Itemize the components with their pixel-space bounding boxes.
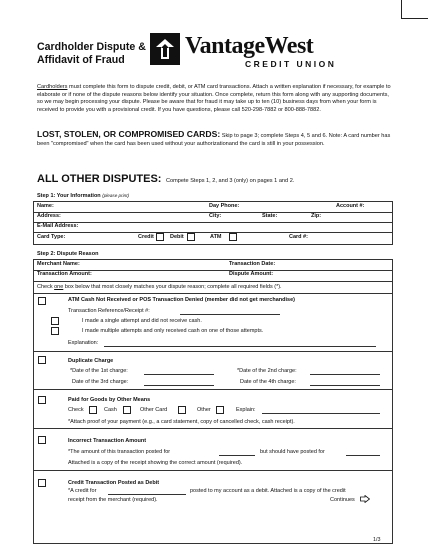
- step1-label: [37, 193, 129, 199]
- zip-label: Zip:: [311, 213, 322, 219]
- card-type-label: Card Type:: [37, 234, 66, 240]
- step2-label: Step 2: Dispute Reason: [37, 251, 99, 257]
- intro-text: must complete this form to dispute credit, debit, or ATM card transactions. Attach a written explanation if necessary, for example to elaborate or if none of the dispute reasons below identify your situation. Once complete, return this form along with any supporting documents, so we may begin processing your dispute. Please be aware that for fraud it may take up to ten (10) business days from when your form is received to provide you with a provisional credit. If you have questions, please call 520-298-7882 or 800-888-7882.: [37, 84, 391, 114]
- third-charge-label: Date of the 3rd charge:: [72, 379, 129, 385]
- other-card-label: Other Card: [140, 407, 168, 413]
- logo-name: VantageWest: [185, 33, 314, 59]
- credit-checkbox[interactable]: [156, 233, 164, 241]
- instructions: [37, 284, 282, 290]
- credit-amount-field[interactable]: [108, 494, 186, 495]
- duplicate-charge-checkbox[interactable]: [38, 356, 46, 364]
- explanation-field[interactable]: [104, 346, 376, 347]
- atm-label: ATM: [210, 234, 222, 240]
- lost-text: Skip to page 3; complete Steps 4, 5 and 6. Note: A card number has been "compromised" when the card has been used without your authorizationand the card is still in your possession.: [37, 133, 391, 147]
- receipt-field[interactable]: [180, 314, 280, 315]
- multiple-attempts-checkbox[interactable]: [51, 327, 59, 335]
- card-number-label: Card #:: [289, 234, 308, 240]
- paid-other-means-checkbox[interactable]: [38, 396, 46, 404]
- fourth-charge-field[interactable]: [310, 385, 380, 386]
- first-charge-label: *Date of the 1st charge:: [70, 368, 128, 374]
- multiple-attempts-label: I made multiple attempts and only received cash on one of those attempts.: [82, 328, 264, 334]
- transaction-date-label: Transaction Date:: [229, 261, 276, 267]
- correct-amount-field[interactable]: [346, 455, 380, 456]
- attach-receipt-text: Attached is a copy of the receipt showing the correct amount (required).: [68, 460, 243, 466]
- fourth-charge-label: Date of the 4th charge:: [240, 379, 296, 385]
- city-label: City:: [209, 213, 222, 219]
- name-label: Name:: [37, 203, 54, 209]
- atm-cash-title: ATM Cash Not Received or POS Transaction Denied (member did not get merchandise): [68, 297, 295, 303]
- explain-field[interactable]: [262, 413, 380, 414]
- paid-other-means-title: Paid for Goods by Other Means: [68, 397, 151, 403]
- atm-checkbox[interactable]: [229, 233, 237, 241]
- receipt-required-text: receipt from the merchant (required).: [68, 497, 158, 503]
- posted-for-label: *The amount of this transaction posted for: [68, 449, 171, 455]
- incorrect-amount-checkbox[interactable]: [38, 436, 46, 444]
- check-checkbox[interactable]: [89, 406, 97, 414]
- explain-label: Explain:: [236, 407, 256, 413]
- step1-hint: (please print): [102, 193, 130, 198]
- logo-arrow-icon: [155, 38, 175, 60]
- transaction-amount-label: Transaction Amount:: [37, 271, 92, 277]
- other-card-checkbox[interactable]: [178, 406, 186, 414]
- debit-checkbox[interactable]: [187, 233, 195, 241]
- day-phone-label: Day Phone:: [209, 203, 240, 209]
- credit-label: Credit: [138, 234, 154, 240]
- lost-paragraph: [37, 131, 393, 148]
- arrow-right-icon: [360, 495, 370, 503]
- all-heading: ALL OTHER DISPUTES:: [37, 173, 162, 185]
- check-label: Check: [68, 407, 84, 413]
- should-have-posted-label: but should have posted for: [260, 449, 325, 455]
- credit-as-debit-title: Credit Transaction Posted as Debit: [68, 480, 160, 486]
- second-charge-field[interactable]: [310, 374, 380, 375]
- credit-for-label: *A credit for: [68, 488, 97, 494]
- third-charge-field[interactable]: [144, 385, 214, 386]
- step1-title: Step 1: Your Information: [37, 193, 101, 199]
- intro-paragraph: [37, 84, 393, 115]
- cash-checkbox[interactable]: [123, 406, 131, 414]
- title-line-2: Affidavit of Fraud: [37, 54, 125, 66]
- instructions-one: one: [54, 284, 64, 290]
- all-disputes-line: [37, 169, 294, 187]
- posted-amount-field[interactable]: [219, 455, 255, 456]
- single-attempt-label: I made a single attempt and did not receive cash.: [82, 318, 202, 324]
- dispute-reasons-box: [33, 281, 393, 544]
- debit-label: Debit: [170, 234, 184, 240]
- instructions-a: Check: [37, 284, 55, 290]
- explanation-label: Explanation:: [68, 340, 99, 346]
- incorrect-amount-title: Incorrect Transaction Amount: [68, 438, 147, 444]
- account-label: Account #:: [336, 203, 365, 209]
- page-number: 1/3: [373, 537, 381, 543]
- step2-table: [33, 259, 393, 282]
- duplicate-charge-title: Duplicate Charge: [68, 358, 114, 364]
- corner-box: [401, 0, 428, 19]
- other-checkbox[interactable]: [216, 406, 224, 414]
- address-label: Address:: [37, 213, 61, 219]
- instructions-b: box below that most closely matches your dispute reason; complete all required fields (*).: [63, 284, 282, 290]
- title-line-1: Cardholder Dispute &: [37, 41, 146, 53]
- second-charge-label: *Date of the 2nd charge:: [237, 368, 297, 374]
- email-label: E-Mail Address:: [37, 223, 79, 229]
- credit-as-debit-checkbox[interactable]: [38, 479, 46, 487]
- step1-table: [33, 201, 393, 245]
- receipt-label: Transaction Reference/Receipt #:: [68, 308, 150, 314]
- merchant-label: Merchant Name:: [37, 261, 80, 267]
- single-attempt-checkbox[interactable]: [51, 317, 59, 325]
- continues-label: Continues: [330, 497, 355, 503]
- cash-label: Cash: [104, 407, 117, 413]
- state-label: State:: [262, 213, 278, 219]
- dispute-amount-label: Dispute Amount:: [229, 271, 274, 277]
- attach-proof-text: *Attach proof of your payment (e.g., a card statement, copy of cancelled check, cash receipt).: [68, 419, 295, 425]
- intro-lead: Cardholders: [37, 84, 68, 90]
- form-title: [37, 41, 146, 67]
- all-sub: Compete Steps 1, 2, and 3 (only) on pages 1 and 2.: [165, 178, 295, 184]
- lost-heading: LOST, STOLEN, OR COMPROMISED CARDS:: [37, 129, 221, 139]
- logo-subtitle: CREDIT UNION: [245, 59, 337, 69]
- posted-as-debit-text: posted to my account as a debit. Attached is a copy of the credit: [190, 488, 346, 494]
- atm-cash-checkbox[interactable]: [38, 297, 46, 305]
- other-label: Other: [197, 407, 211, 413]
- first-charge-field[interactable]: [144, 374, 214, 375]
